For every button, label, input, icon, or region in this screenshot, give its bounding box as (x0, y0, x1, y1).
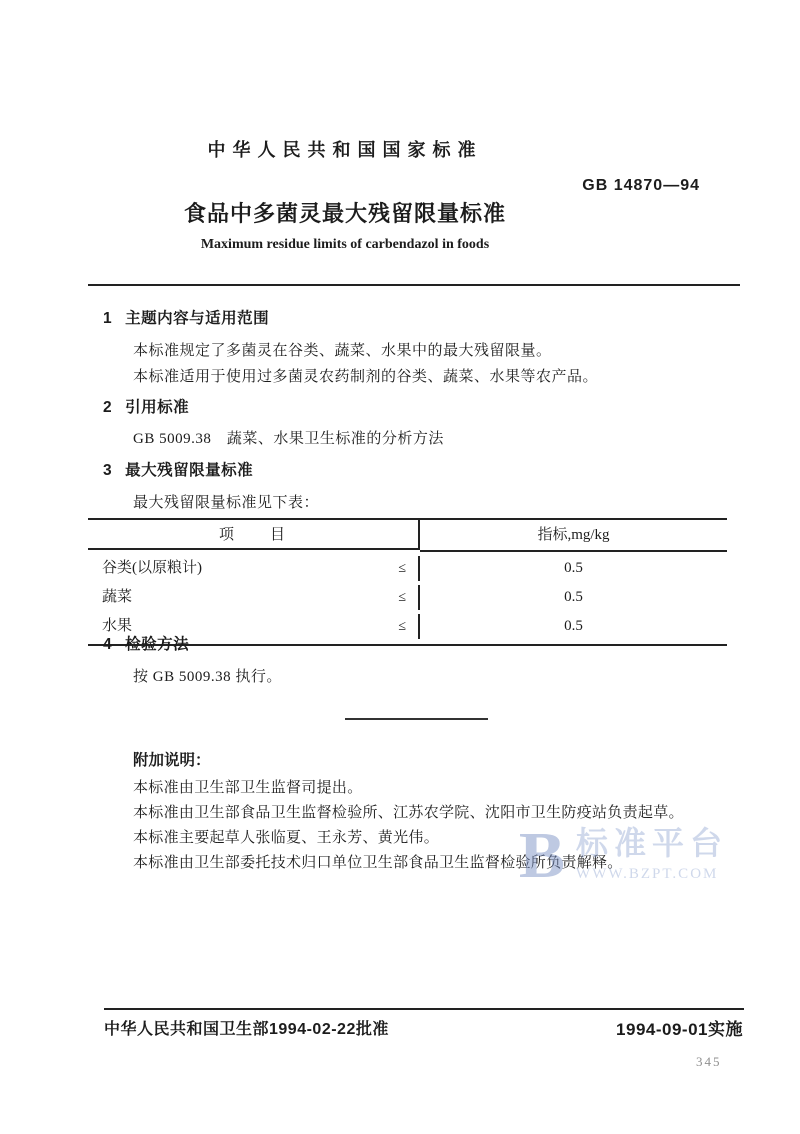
approval-statement: 中华人民共和国卫生部1994-02-22批准 (104, 1021, 389, 1038)
watermark-site-url: WWW.BZPT.COM (576, 866, 719, 882)
table-row (88, 556, 727, 581)
table-header-item: 项 目 (88, 520, 420, 550)
less-equal-operator: ≤ (398, 561, 406, 576)
footer-divider-rule (104, 1008, 744, 1010)
section-2-number: 2 (103, 399, 113, 416)
section-3-paragraph: 最大残留限量标准见下表： (133, 495, 320, 511)
additional-notes (133, 748, 733, 876)
section-3-title: 最大残留限量标准 (125, 462, 254, 479)
table-cell-value: 0.5 (564, 589, 583, 605)
table-cell-item: 蔬菜 (102, 589, 133, 605)
notes-heading: 附加说明： (133, 752, 211, 769)
section-1-title: 主题内容与适用范围 (125, 310, 270, 327)
page-number: 345 (696, 1054, 722, 1069)
less-equal-operator: ≤ (398, 590, 406, 605)
less-equal-operator: ≤ (398, 619, 406, 634)
section-3-heading (103, 458, 253, 480)
section-1-paragraph: 本标准规定了多菌灵在谷类、蔬菜、水果中的最大残留限量。 (133, 343, 552, 359)
end-of-text-rule (345, 718, 488, 720)
section-1-paragraph: 本标准适用于使用过多菌灵农药制剂的谷类、蔬菜、水果等农产品。 (133, 369, 599, 385)
header-divider-rule (88, 284, 740, 286)
standard-family-label: 中华人民共和国国家标准 (207, 140, 483, 160)
section-4-title: 检验方法 (125, 636, 190, 653)
table-cell-item: 水果 (102, 618, 133, 634)
table-cell-value: 0.5 (564, 560, 583, 576)
standard-code: GB 14870—94 (582, 177, 700, 194)
table-header-limit: 指标,mg/kg (420, 520, 727, 552)
section-4-heading (103, 632, 189, 654)
document-title-en: Maximum residue limits of carbendazol in foods (200, 237, 490, 252)
notes-line: 本标准由卫生部食品卫生监督检验所、江苏农学院、沈阳市卫生防疫站负责起草。 (133, 805, 684, 821)
notes-line: 本标准由卫生部委托技术归口单位卫生部食品卫生监督检验所负责解释。 (133, 855, 623, 871)
notes-line: 本标准主要起草人张临夏、王永芳、黄光伟。 (133, 830, 440, 846)
section-2-paragraph: GB 5009.38 蔬菜、水果卫生标准的分析方法 (133, 431, 444, 447)
table-cell-item: 谷类(以原粮计) (102, 560, 202, 576)
section-2-title: 引用标准 (125, 399, 190, 416)
bzpt-logo-icon: B (518, 819, 566, 892)
table-body (88, 556, 727, 639)
table-row (88, 585, 727, 610)
section-2-heading (103, 395, 189, 417)
section-1-heading (103, 306, 269, 328)
section-1-number: 1 (103, 310, 113, 327)
section-4-number: 4 (103, 636, 113, 653)
document-title-zh: 食品中多菌灵最大残留限量标准 (183, 201, 506, 226)
watermark-site-name: 标准平台 (576, 825, 729, 861)
effective-date: 1994-09-01实施 (616, 1020, 743, 1039)
table-header-row (88, 520, 727, 552)
notes-line: 本标准由卫生部卫生监督司提出。 (133, 780, 363, 796)
residue-limit-table (88, 518, 727, 646)
section-4-paragraph: 按 GB 5009.38 执行。 (133, 669, 282, 685)
table-cell-value: 0.5 (564, 618, 583, 634)
section-3-number: 3 (103, 462, 113, 479)
